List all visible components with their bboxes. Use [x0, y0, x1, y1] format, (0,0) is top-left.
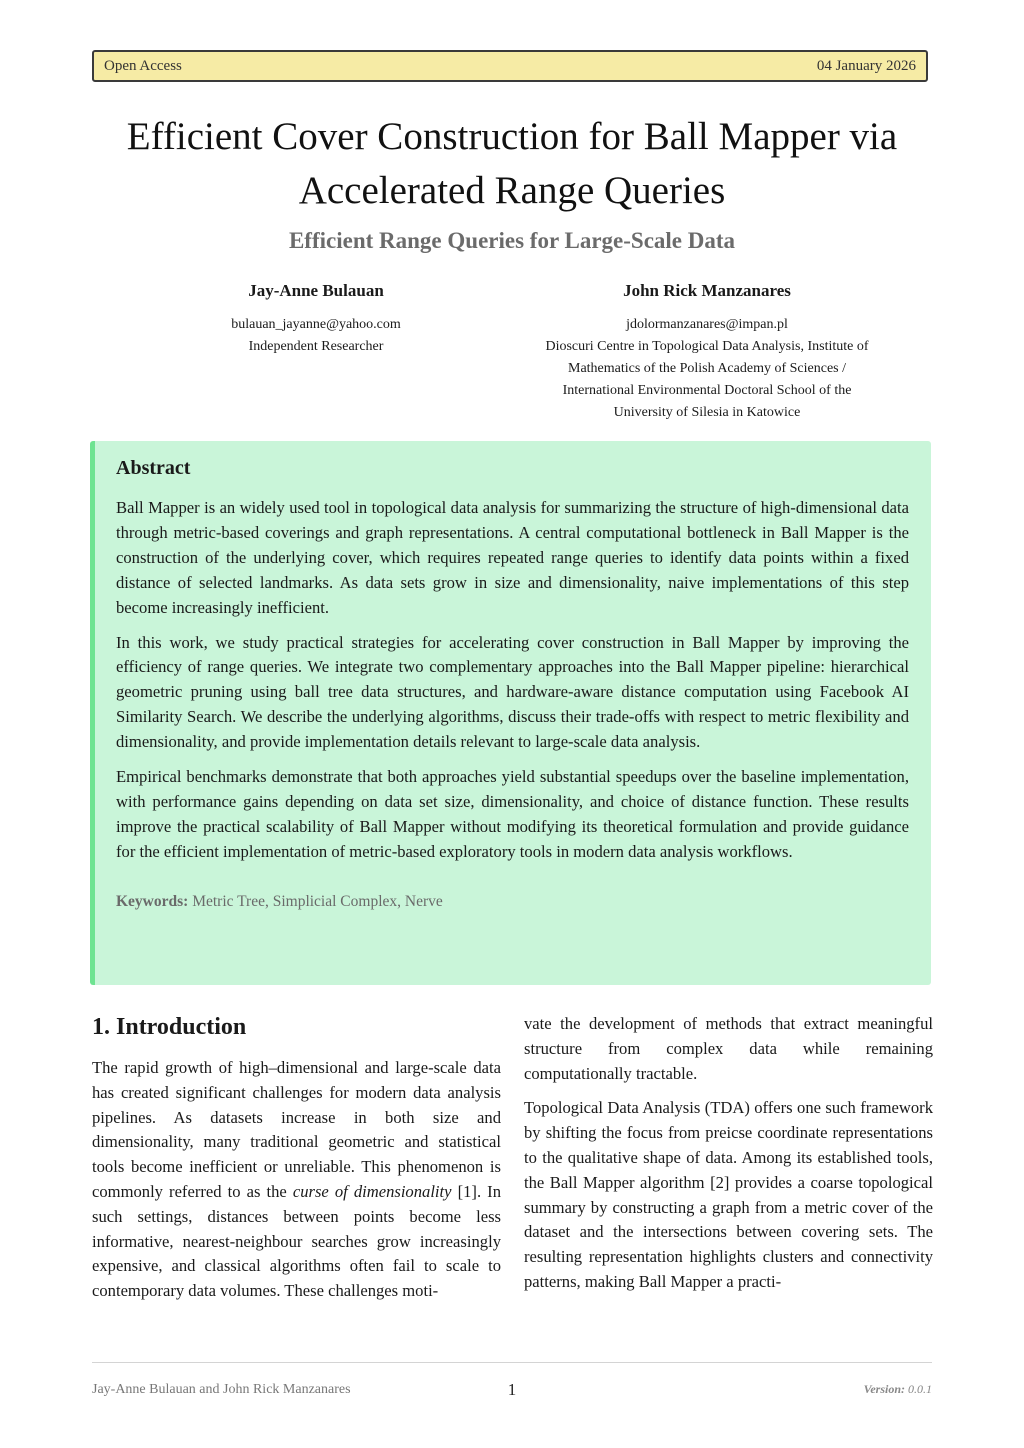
author-affiliation: Dioscuri Centre in Topological Data Analysis, Institute of	[545, 339, 869, 354]
section-heading: 1. Introduction	[92, 1014, 247, 1040]
abstract-paragraph: Empirical benchmarks demonstrate that both approaches yield substantial speedups over the baseline implementation, with performance gains depending on data set size, dimensionality, and choice of distance function. These results improve the practical scalability of Ball Mapper without modifying its theoretical formulation and provide guidance for the efficient implementation of metric-based exploratory tools in modern data analysis workflows.	[116, 767, 909, 861]
paper-title: Efficient Cover Construction for Ball Mapper via Accelerated Range Queries	[126, 115, 898, 212]
keywords	[116, 893, 909, 911]
page-footer	[92, 1380, 932, 1402]
author-affiliation: University of Silesia in Katowice	[613, 405, 801, 420]
body-paragraph: The rapid growth of high–dimensional and large-scale data has created significant challenges for modern data analysis pipelines. As datasets increase in both size and dimensionality, many traditional geometric and statistical tools become inefficient or unreliable. This phenomenon is commonly referred to as the curse of dimensionality [1]. In such settings, distances between points become less informative, nearest-neighbour searches grow increasingly expensive, and classical algorithms often fail to scale to contemporary data volumes. These challenges moti-	[92, 1058, 501, 1301]
author-block-2	[500, 280, 914, 424]
keywords-list: Metric Tree, Simplicial Complex, Nerve	[192, 892, 443, 910]
abstract-box	[90, 441, 931, 985]
footer-divider	[92, 1362, 932, 1363]
open-access-label: Open Access	[104, 57, 182, 74]
author-name: Jay-Anne Bulauan	[248, 281, 384, 300]
paper-subtitle: Efficient Range Queries for Large-Scale Data	[288, 228, 736, 253]
emphasis-term: curse of dimensionality	[292, 1181, 452, 1201]
author-affiliation: Independent Researcher	[248, 339, 384, 354]
author-affiliation: Mathematics of the Polish Academy of Sciences /	[568, 361, 846, 376]
author-block-1	[160, 280, 472, 358]
author-affiliation: International Environmental Doctoral School of the	[562, 383, 852, 398]
keywords-label: Keywords:	[116, 892, 189, 910]
abstract-paragraph: Ball Mapper is an widely used tool in topological data analysis for summarizing the structure of high-dimensional data through metric-based coverings and graph representations. A central computational bottleneck in Ball Mapper is the construction of the underlying cover, which requires repeated range queries to identify data points within a fixed distance of selected landmarks. As data sets grow in size and dimensionality, naive implementations of this step become increasingly inefficient.	[116, 498, 909, 617]
author-email[interactable]: bulauan_jayanne@yahoo.com	[231, 317, 401, 332]
abstract-paragraph: In this work, we study practical strategies for accelerating cover construction in Ball Mapper by improving the efficiency of range queries. We integrate two complementary approaches into the Ball Mapper pipeline: hierarchical geometric pruning using ball tree data structures, and hardware-aware distance computation using Facebook AI Similarity Search. We describe the underlying algorithms, discuss their trade-offs with respect to metric flexibility and dimensionality, and provide implementation details relevant to large-scale data analysis.	[116, 632, 909, 752]
page-number: 1	[507, 1380, 517, 1399]
abstract-heading: Abstract	[116, 457, 191, 479]
footer-authors: Jay-Anne Bulauan and John Rick Manzanares	[92, 1382, 351, 1397]
intro-left-column	[92, 1012, 501, 1314]
author-email[interactable]: jdolormanzanares@impan.pl	[626, 317, 788, 332]
header-bar	[92, 50, 928, 82]
intro-right-column	[524, 1012, 933, 1305]
publication-date: 04 January 2026	[816, 57, 916, 74]
body-paragraph: Topological Data Analysis (TDA) offers one such framework by shifting the focus from preicse coordinate representations to the qualitative shape of data. Among its established tools, the Ball Mapper algorithm [2] provides a coarse topological summary by constructing a graph from a metric cover of the dataset and the intersections between covering sets. The resulting representation highlights clusters and connectivity patterns, making Ball Mapper a practi-	[524, 1098, 933, 1291]
author-name: John Rick Manzanares	[623, 281, 791, 300]
version-info: Version: 0.0.1	[863, 1382, 932, 1396]
body-paragraph: vate the development of methods that extract meaningful structure from complex data while remaining computationally tractable.	[524, 1014, 933, 1083]
